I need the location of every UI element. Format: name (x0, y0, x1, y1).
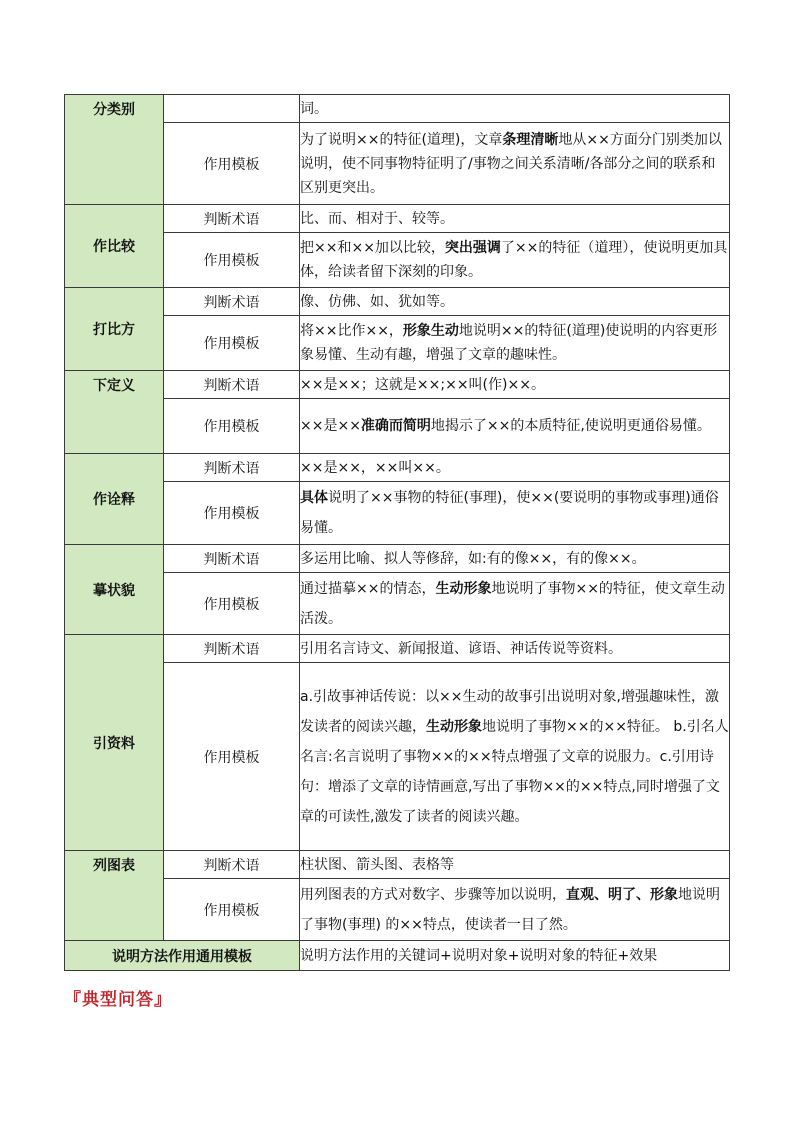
row-text: 词。 (300, 95, 730, 123)
row-text: ××是××，××叫××。 (300, 454, 730, 482)
row-label: 作用模板 (164, 482, 300, 545)
emphasis: 生动形象 (426, 718, 482, 735)
row-text: 具体说明了××事物的特征(事理)，使××(要说明的事物或事理)通俗易懂。 (300, 482, 730, 545)
category-zuoquanshi: 作诠释 (65, 454, 164, 545)
footer-text: 说明方法作用的关键词+说明对象+说明对象的特征+效果 (300, 941, 730, 971)
category-yinziliao: 引资料 (65, 635, 164, 851)
section-heading: 『典型问答』 (64, 990, 172, 1010)
row-label: 作用模板 (164, 123, 300, 205)
row-text: 将××比作××，形象生动地说明××的特征(道理)使说明的内容更形象易懂、生动有趣，增强了文章的趣味性。 (300, 316, 730, 371)
footer-label: 说明方法作用通用模板 (65, 941, 300, 971)
row-label: 判断术语 (164, 205, 300, 233)
row-label: 作用模板 (164, 316, 300, 371)
category-xiadingyi: 下定义 (65, 371, 164, 454)
row-label: 作用模板 (164, 573, 300, 635)
row-text: ××是××准确而简明地揭示了××的本质特征,使说明更通俗易懂。 (300, 399, 730, 454)
row-text: 像、仿佛、如、犹如等。 (300, 288, 730, 316)
row-label: 判断术语 (164, 851, 300, 879)
category-dabifang: 打比方 (65, 288, 164, 371)
row-label (164, 95, 300, 123)
row-label: 判断术语 (164, 454, 300, 482)
emphasis: 形象生动 (402, 323, 459, 339)
emphasis: 生动形象 (435, 580, 492, 597)
row-text: 柱状图、箭头图、表格等 (300, 851, 730, 879)
row-text: 通过描摹××的情态，生动形象地说明了事物××的特征，使文章生动活泼。 (300, 573, 730, 635)
row-text: 为了说明××的特征(道理)，文章条理清晰地从××方面分门别类加以说明，使不同事物特征明了/事物之间关系清晰/各部分之间的联系和区别更突出。 (300, 123, 730, 205)
category-mozhuangmao: 摹状貌 (65, 545, 164, 635)
row-text: 用列图表的方式对数字、步骤等加以说明，直观、明了、形象地说明了事物(事理) 的××特点，使读者一目了然。 (300, 879, 730, 941)
row-label: 作用模板 (164, 879, 300, 941)
row-label: 判断术语 (164, 545, 300, 573)
row-label: 判断术语 (164, 288, 300, 316)
row-text: ××是××；这就是××;××叫(作)××。 (300, 371, 730, 399)
emphasis: 突出强调 (444, 240, 501, 256)
category-lietubiao: 列图表 (65, 851, 164, 941)
row-text: 比、而、相对于、较等。 (300, 205, 730, 233)
emphasis: 准确而简明 (360, 418, 431, 434)
category-fenleibie: 分类别 (65, 95, 164, 205)
emphasis: 条理清晰 (502, 131, 559, 148)
row-text: 引用名言诗文、新闻报道、谚语、神话传说等资料。 (300, 635, 730, 663)
emphasis: 具体 (300, 490, 328, 506)
row-text: a.引故事神话传说：以××生动的故事引出说明对象,增强趣味性，激发读者的阅读兴趣，生动形象地说明了事物××的××特征。 b.引名人名言:名言说明了事物××的××特点增强了文章的说服力。c.引用诗句：增添了文章的诗情画意,写出了事物××的××特点,同时增强了文章的可读性,激发了读者的阅读兴趣。 (300, 663, 730, 851)
row-label: 作用模板 (164, 233, 300, 288)
category-zuobijiao: 作比较 (65, 205, 164, 288)
row-label: 判断术语 (164, 635, 300, 663)
methods-table (64, 94, 730, 971)
row-label: 作用模板 (164, 663, 300, 851)
row-label: 作用模板 (164, 399, 300, 454)
row-label: 判断术语 (164, 371, 300, 399)
row-text: 多运用比喻、拟人等修辞，如:有的像××，有的像××。 (300, 545, 730, 573)
emphasis: 直观、明了、形象 (566, 886, 678, 903)
row-text: 把××和××加以比较，突出强调了××的特征（道理），使说明更加具体，给读者留下深刻的印象。 (300, 233, 730, 288)
